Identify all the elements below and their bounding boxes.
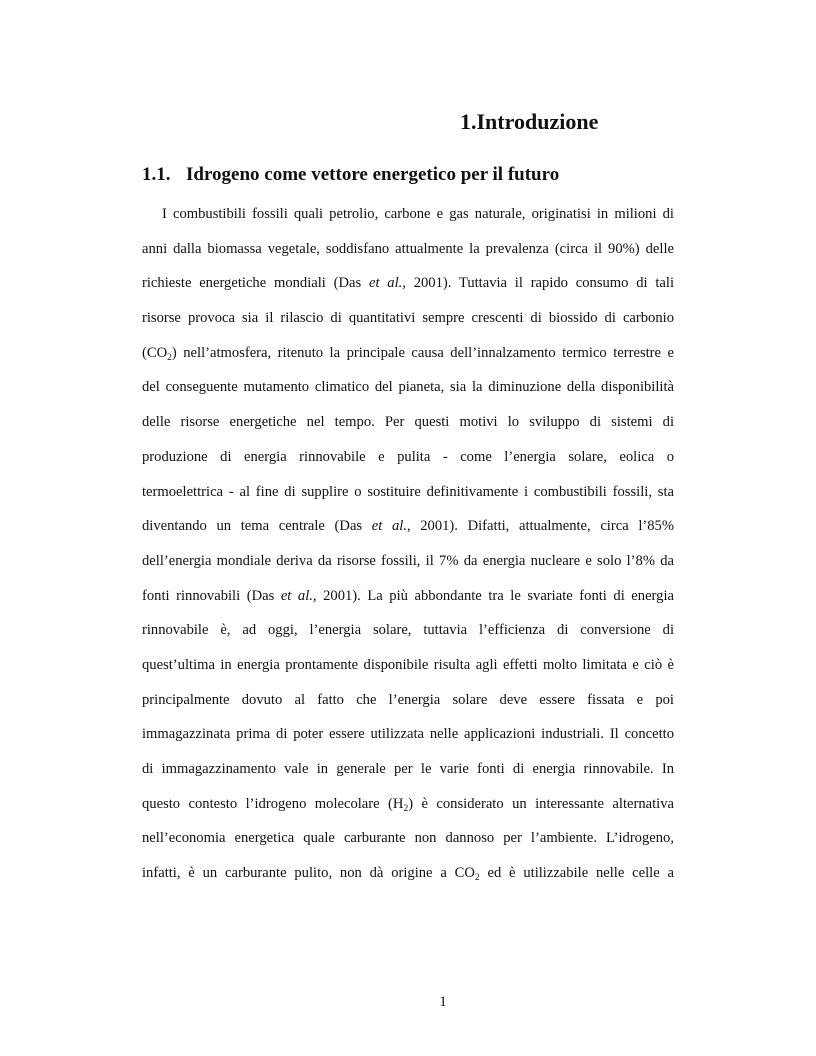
text-run: nell’economia energetica quale carburante non dannoso per l’ambiente. L’idrogeno,	[142, 830, 674, 847]
text-line	[142, 481, 674, 516]
text-line	[142, 550, 674, 585]
text-line	[142, 411, 674, 446]
text-line	[142, 515, 674, 550]
text-run: richieste energetiche mondiali (Das	[142, 275, 369, 292]
citation-italic: et al.,	[371, 518, 411, 535]
text-line	[142, 619, 674, 654]
body-paragraph	[142, 203, 674, 897]
text-run: 2001). Tuttavia il rapido consumo di tali	[405, 275, 674, 292]
text-run: risorse provoca sia il rilascio di quantitativi sempre crescenti di biossido di carbonio	[142, 310, 674, 327]
text-run: 2001). Difatti, attualmente, circa l’85%	[410, 518, 674, 535]
subscript: 2	[403, 803, 409, 814]
text-run: dell’energia mondiale deriva da risorse fossili, il 7% da energia nucleare e solo l’8% da	[142, 552, 674, 569]
text-line	[142, 654, 674, 689]
text-run: 2001). La più abbondante tra le svariate fonti di energia	[316, 587, 674, 604]
text-run: questo contesto l’idrogeno molecolare (H	[142, 795, 404, 812]
text-line	[142, 723, 674, 758]
subscript: 2	[474, 873, 480, 884]
section-heading	[142, 162, 559, 188]
text-run: delle risorse energetiche nel tempo. Per questi motivi lo sviluppo di sistemi di	[142, 414, 674, 431]
section-title: Idrogeno come vettore energetico per il futuro	[186, 164, 560, 185]
page-number: 1	[439, 994, 447, 1010]
text-run: termoelettrica - al fine di supplire o sostituire definitivamente i combustibili fossili, sta	[142, 483, 674, 500]
text-line	[142, 689, 674, 724]
text-run: immagazzinata prima di poter essere utilizzata nelle applicazioni industriali. Il concetto	[142, 726, 674, 743]
text-line	[142, 862, 674, 897]
text-line	[142, 307, 674, 342]
text-run: del conseguente mutamento climatico del pianeta, sia la diminuzione della disponibilità	[142, 379, 674, 396]
text-line	[142, 827, 674, 862]
section-number: 1.1.	[142, 164, 171, 185]
text-run: (CO	[142, 344, 168, 361]
citation-italic: et al.,	[368, 275, 406, 292]
text-run: principalmente dovuto al fatto che l’energia solare deve essere fissata e poi	[142, 691, 674, 708]
text-run: produzione di energia rinnovabile e pulita - come l’energia solare, eolica o	[142, 448, 674, 465]
text-run: anni dalla biomassa vegetale, soddisfano attualmente la prevalenza (circa il 90%) delle	[142, 240, 674, 257]
text-run: ed è utilizzabile nelle celle a	[479, 865, 674, 882]
text-line	[142, 272, 674, 307]
text-line	[142, 793, 674, 828]
text-run: infatti, è un carburante pulito, non dà origine a CO	[142, 865, 475, 882]
text-line	[142, 758, 674, 793]
chapter-title: 1.Introduzione	[460, 109, 599, 134]
text-run: ) è considerato un interessante alternativa	[408, 795, 674, 812]
text-run: quest’ultima in energia prontamente disponibile risulta agli effetti molto limitata e ciò è	[142, 656, 674, 673]
text-line	[142, 585, 674, 620]
text-line	[142, 376, 674, 411]
text-line	[142, 203, 674, 238]
text-run: I combustibili fossili quali petrolio, carbone e gas naturale, originatisi in milioni di	[162, 206, 674, 222]
subscript: 2	[167, 352, 172, 363]
text-line	[142, 342, 674, 377]
citation-italic: et al.,	[280, 587, 317, 604]
text-run: rinnovabile è, ad oggi, l’energia solare, tuttavia l’efficienza di conversione di	[142, 622, 674, 639]
text-line	[142, 238, 674, 273]
text-run: ) nell’atmosfera, ritenuto la principale causa dell’innalzamento termico terrestre e	[171, 344, 674, 361]
text-run: fonti rinnovabili (Das	[142, 587, 281, 604]
text-run: di immagazzinamento vale in generale per le varie fonti di energia rinnovabile. In	[142, 761, 674, 777]
text-run: diventando un tema centrale (Das	[142, 518, 372, 535]
text-line	[142, 446, 674, 481]
